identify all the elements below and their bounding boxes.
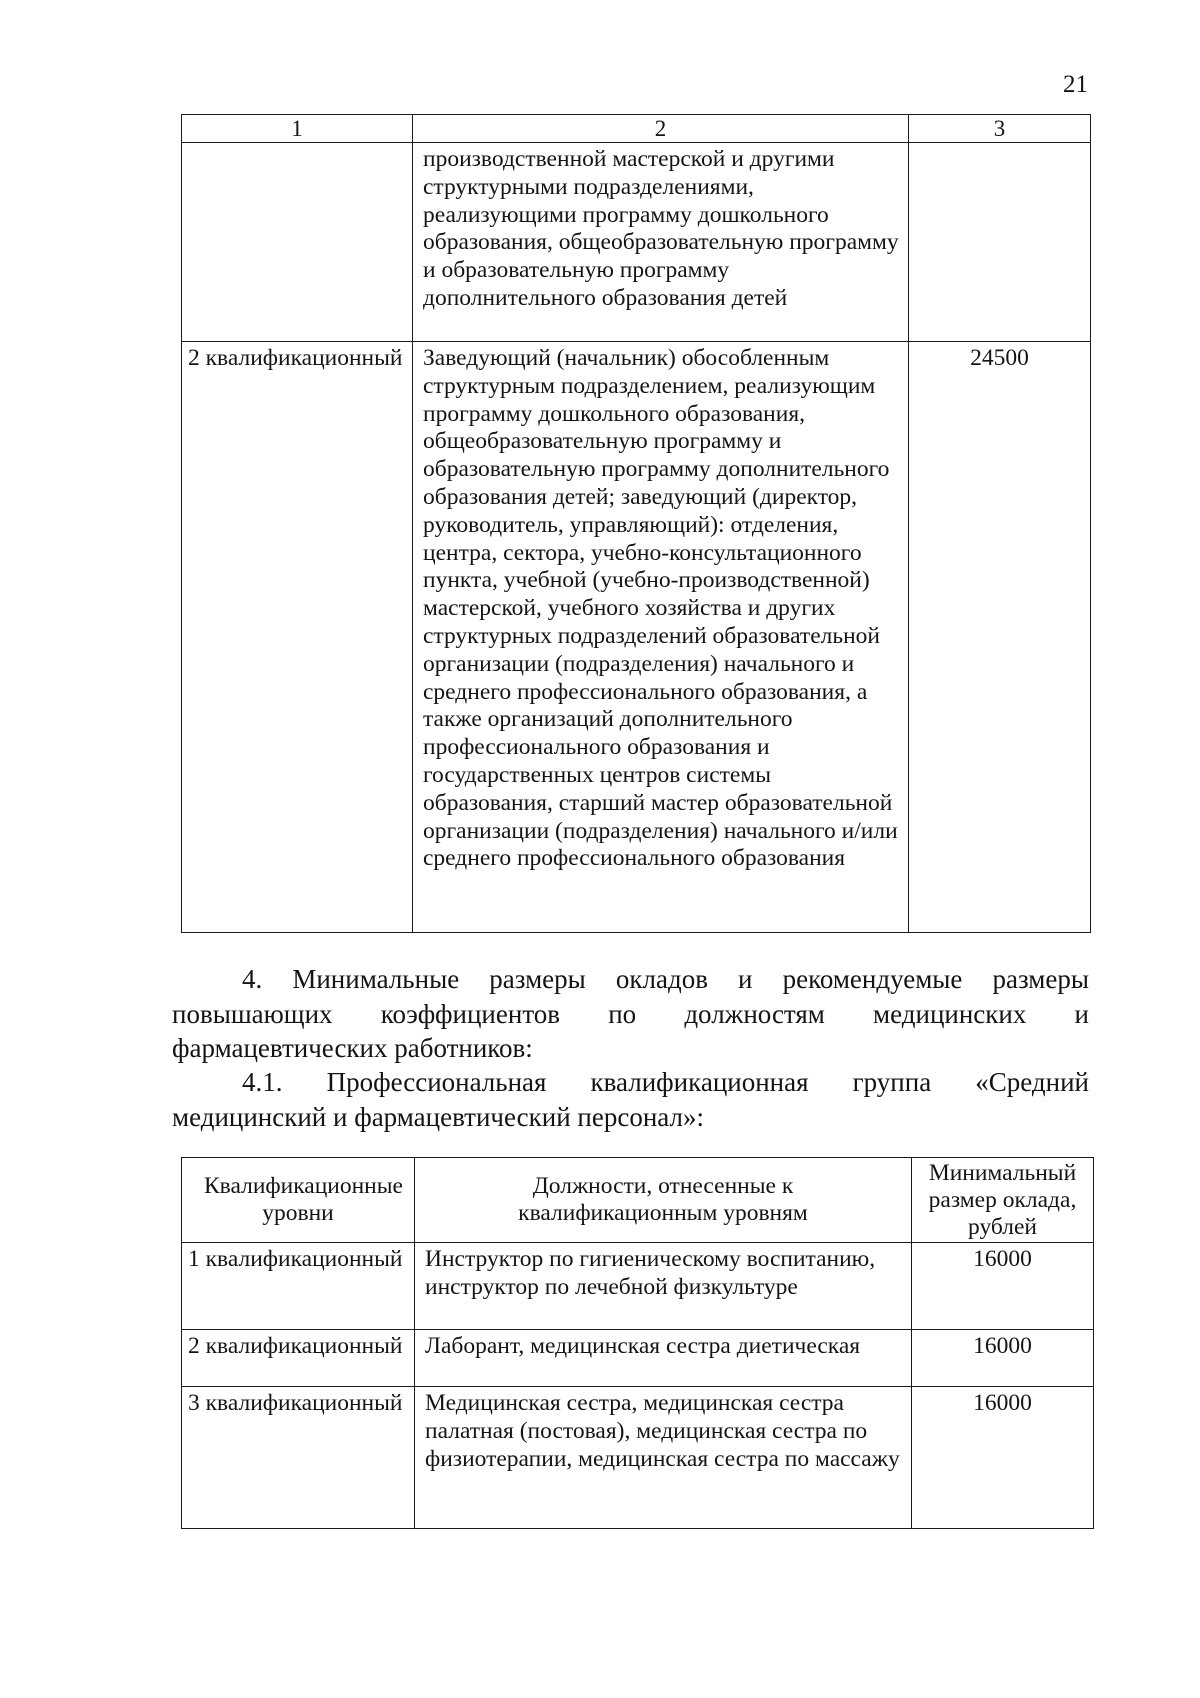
positions-cell: Медицинская сестра, медицинская сестра палатная (постовая), медицинская сестра по физиотерапии, медицинская сестра по массажу bbox=[415, 1387, 912, 1529]
header-qualification-levels: Квалификационные уровни bbox=[182, 1158, 415, 1243]
table-row bbox=[182, 143, 1091, 342]
medical-staff-salary-table bbox=[181, 1157, 1094, 1529]
header-minimum-salary: Минимальный размер оклада, рублей bbox=[912, 1158, 1094, 1243]
table-row bbox=[182, 1243, 1094, 1330]
table-column-numbers-row bbox=[182, 115, 1091, 143]
page-number: 21 bbox=[1063, 71, 1088, 98]
table-row bbox=[182, 1387, 1094, 1529]
header-positions: Должности, отнесенные к квалификационным уровням bbox=[415, 1158, 912, 1243]
positions-cell: Инструктор по гигиеническому воспитанию, инструктор по лечебной физкультуре bbox=[415, 1243, 912, 1330]
positions-cell: Лаборант, медицинская сестра диетическая bbox=[415, 1330, 912, 1387]
salary-cell bbox=[909, 143, 1091, 342]
section-4-1-heading bbox=[172, 1065, 1089, 1134]
positions-cell: Заведующий (начальник) обособленным структурным подразделением, реализующим программу дошкольного образования, общеобразовательную программу и образовательную программу дополнительного образования детей; заведующий (директор, руководитель, управляющий): отделения, центра, сектора, учебно-консультационного пункта, учебной (учебно-производственной) мастерской, учебного хозяйства и других структурных подразделений образовательной организации (подразделения) начального и среднего профессионального образования, а также организаций дополнительного профессионального образования и государственных центров системы образования, старший мастер образовательной организации (подразделения) начального и/или среднего профессионального образования bbox=[413, 342, 909, 933]
section-4-heading bbox=[172, 962, 1089, 1066]
qualification-level-cell: 2 квалификационный bbox=[182, 1330, 415, 1387]
table-header-row bbox=[182, 1158, 1094, 1243]
section-4-heading-line-3: фармацевтических работников: bbox=[172, 1033, 533, 1063]
section-4-heading-line-1: 4. Минимальные размеры окладов и рекомендуемые размеры bbox=[242, 964, 1089, 994]
positions-cell: производственной мастерской и другими структурными подразделениями, реализующими программу дошкольного образования, общеобразовательную программу и образовательную программу дополнительного образования детей bbox=[413, 143, 909, 342]
salary-cell: 16000 bbox=[912, 1387, 1094, 1529]
section-4-1-heading-line-1: 4.1. Профессиональная квалификационная группа «Средний bbox=[242, 1067, 1089, 1097]
column-number-1: 1 bbox=[182, 115, 413, 143]
column-number-3: 3 bbox=[909, 115, 1091, 143]
section-4-heading-line-2: повышающих коэффициентов по должностям медицинских и bbox=[172, 998, 1089, 1029]
salary-table-continued bbox=[181, 114, 1091, 933]
table-row bbox=[182, 342, 1091, 933]
salary-cell: 16000 bbox=[912, 1243, 1094, 1330]
section-4-1-heading-line-2: медицинский и фармацевтический персонал»: bbox=[172, 1101, 704, 1132]
salary-cell: 24500 bbox=[909, 342, 1091, 933]
table-row bbox=[182, 1330, 1094, 1387]
qualification-level-cell bbox=[182, 143, 413, 342]
salary-cell: 16000 bbox=[912, 1330, 1094, 1387]
qualification-level-cell: 1 квалификационный bbox=[182, 1243, 415, 1330]
qualification-level-cell: 3 квалификационный bbox=[182, 1387, 415, 1529]
qualification-level-cell: 2 квалификационный bbox=[182, 342, 413, 933]
column-number-2: 2 bbox=[413, 115, 909, 143]
